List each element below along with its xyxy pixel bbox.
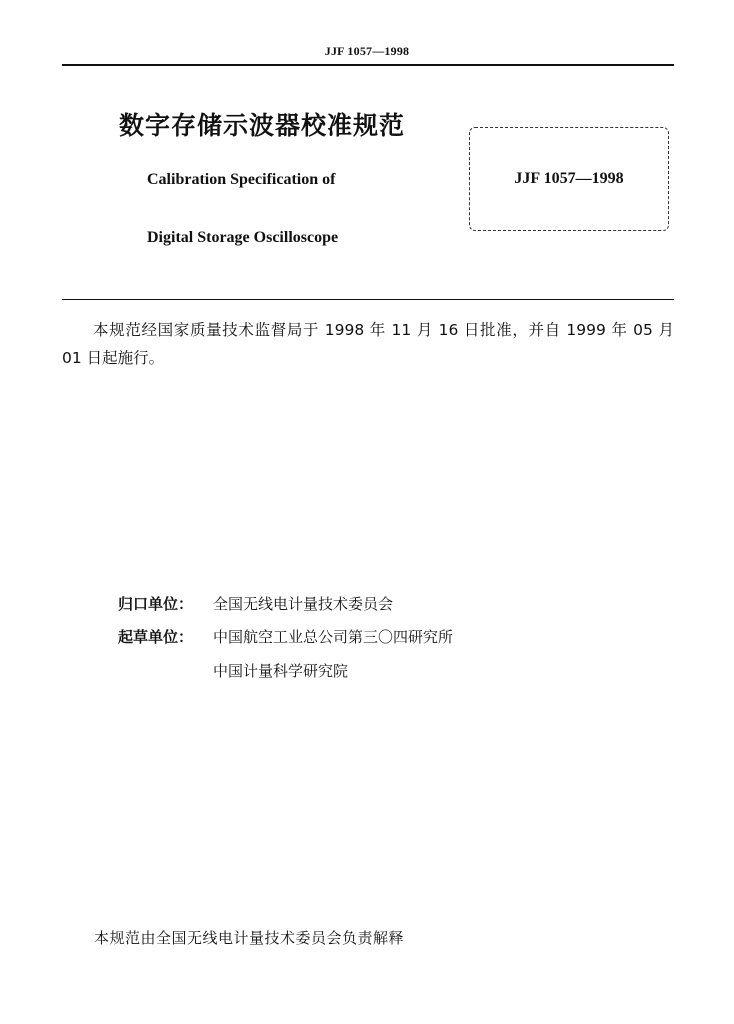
drafters-value-2: 中国计量科学研究院	[213, 662, 349, 680]
approval-paragraph: 本规范经国家质量技术监督局于 1998 年 11 月 16 日批准，并自 1999 年 05 月 01 日起施行。	[62, 321, 674, 367]
drafters-value-1: 中国航空工业总公司第三〇四研究所	[213, 628, 454, 646]
drafters-label: 起草单位：	[118, 628, 194, 646]
title-english-line2: Digital Storage Oscilloscope	[147, 229, 339, 246]
header-rule	[62, 64, 674, 66]
code-box	[469, 127, 669, 231]
responsible-label: 归口单位：	[118, 595, 194, 613]
title-english-line1: Calibration Specification of	[147, 171, 336, 188]
code-box-text: JJF 1057—1998	[514, 170, 624, 187]
footer-text: 本规范由全国无线电计量技术委员会负责解释	[94, 929, 405, 947]
title-chinese: 数字存储示波器校准规范	[119, 111, 406, 140]
header-code: JJF 1057—1998	[324, 44, 410, 58]
section-rule	[62, 299, 674, 300]
responsible-value: 全国无线电计量技术委员会	[213, 595, 394, 613]
